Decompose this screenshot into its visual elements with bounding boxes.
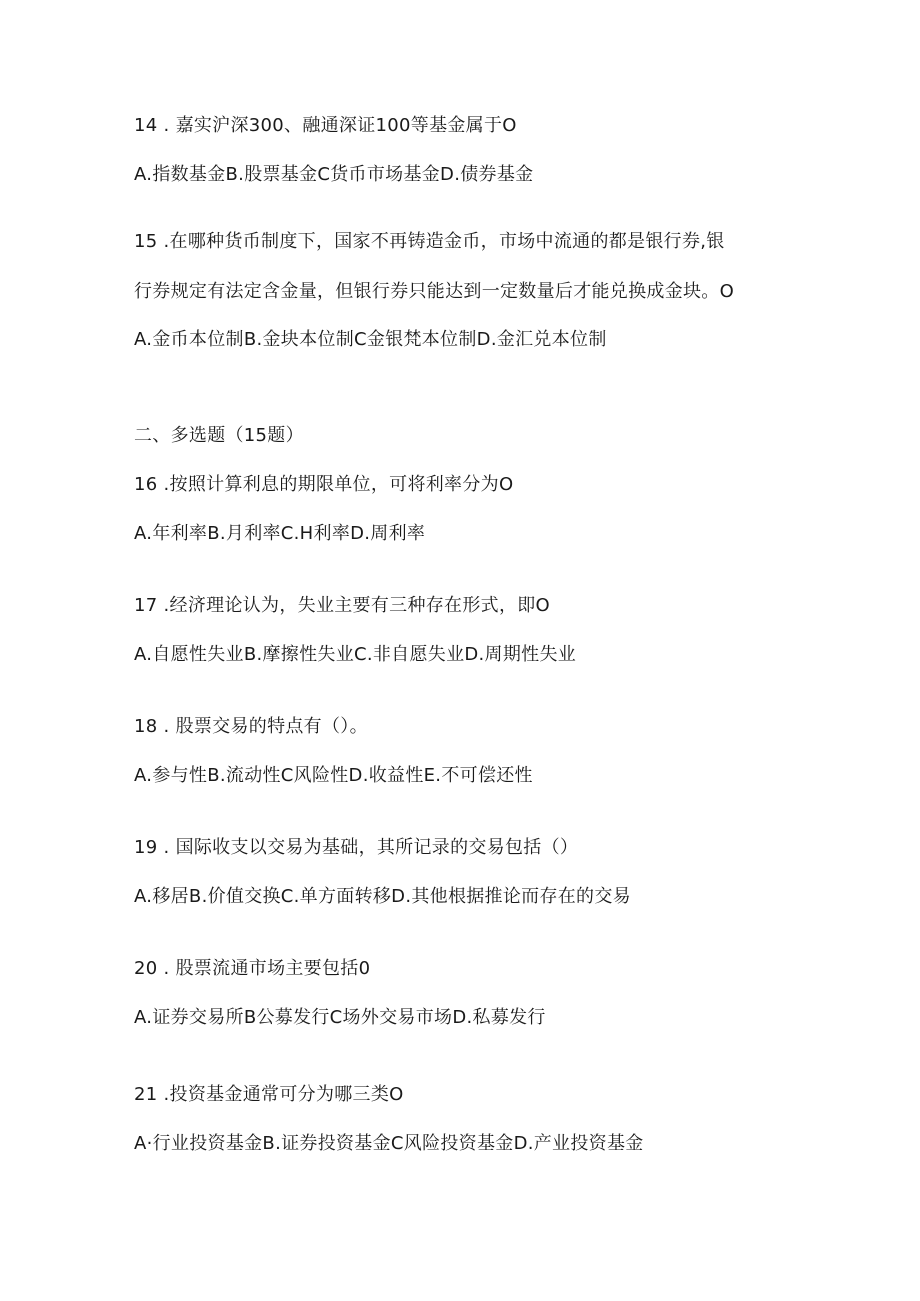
- question-15-stem-line-2: 行券规定有法定含金量，但银行券只能达到一定数量后才能兑换成金块。O: [134, 281, 735, 302]
- question-20-options: A.证券交易所B公募发行C场外交易市场D.私募发行: [134, 1007, 546, 1028]
- question-18-stem: 18 . 股票交易的特点有（）。: [134, 716, 368, 737]
- question-15-options: A.金币本位制B.金块本位制C金银梵本位制D.金汇兑本位制: [134, 329, 607, 350]
- question-14-options: A.指数基金B.股票基金C货币市场基金D.债券基金: [134, 164, 534, 185]
- question-16-stem: 16 .按照计算利息的期限单位，可将利率分为O: [134, 474, 514, 495]
- question-17-stem: 17 .经济理论认为，失业主要有三种存在形式，即O: [134, 595, 551, 616]
- question-21-stem: 21 .投资基金通常可分为哪三类O: [134, 1084, 404, 1105]
- question-18-options: A.参与性B.流动性C风险性D.收益性E.不可偿还性: [134, 765, 533, 786]
- question-19-options: A.移居B.价值交换C.单方面转移D.其他根据推论而存在的交易: [134, 886, 631, 907]
- question-15-stem-line-1: 15 .在哪种货币制度下，国家不再铸造金币，市场中流通的都是银行券,银: [134, 231, 725, 252]
- question-21-options: A·行业投资基金B.证券投资基金C风险投资基金D.产业投资基金: [134, 1133, 644, 1154]
- section-heading: 二、多选题（15题）: [134, 425, 304, 446]
- question-17-options: A.自愿性失业B.摩擦性失业C.非自愿失业D.周期性失业: [134, 644, 577, 665]
- question-14-stem: 14 . 嘉实沪深300、融通深证100等基金属于O: [134, 115, 517, 136]
- question-19-stem: 19 . 国际收支以交易为基础，其所记录的交易包括（）: [134, 837, 579, 858]
- question-16-options: A.年利率B.月利率C.H利率D.周利率: [134, 523, 426, 544]
- question-20-stem: 20 . 股票流通市场主要包括0: [134, 958, 371, 979]
